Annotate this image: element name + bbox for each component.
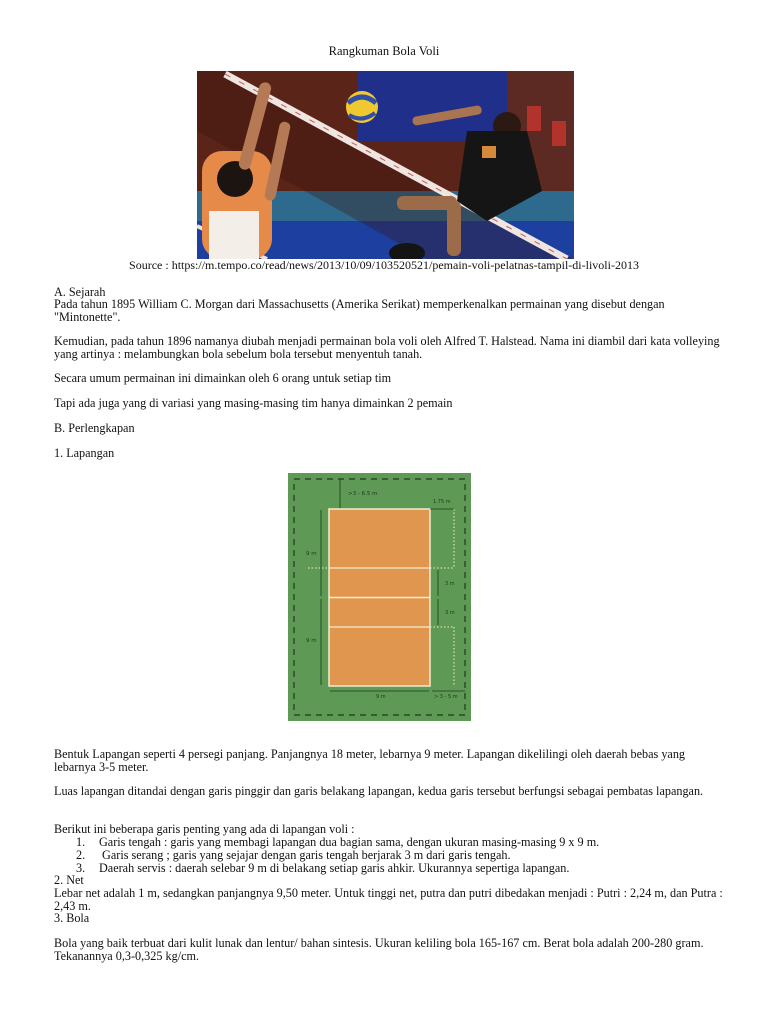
list-item: 2. Garis serang ; garis yang sejajar dengan garis tengah berjarak 3 m dari garis tengah. (76, 847, 511, 862)
paragraph-net: Lebar net adalah 1 m, sedangkan panjangnya 9,50 meter. Untuk tinggi net, putra dan putri dibedakan menjadi : Putri : 2,24 m, dan Putra : 2,43 m. (54, 886, 723, 913)
label-left-bottom-9m: 9 m (306, 638, 317, 644)
paragraph-sejarah-1: Pada tahun 1895 William C. Morgan dari Massachusetts (Amerika Serikat) memperkenalkan permainan yang disebut dengan "Mintonette". (54, 297, 665, 324)
label-side-175: 1.75 m (433, 499, 451, 505)
subheading-lapangan: 1. Lapangan (54, 446, 115, 460)
list-item: 3. Daerah servis : daerah selebar 9 m di belakang setiap garis ahkir. Ukurannya sepertiga lapangan. (76, 860, 570, 875)
label-top-free-zone: >3 - 6.5 m (348, 491, 378, 497)
list-item: 1. Garis tengah : garis yang membagi lapangan dua bagian sama, dengan ukuran masing-masing 9 x 9 m. (76, 835, 600, 849)
paragraph-lapangan-1: Bentuk Lapangan seperti 4 persegi panjang. Panjangnya 18 meter, lebarnya 9 meter. Lapangan dikelilingi oleh daerah bebas yang lebarnya 3-5 meter. (54, 747, 686, 774)
label-right-3m-top: 3 m (445, 581, 455, 587)
list-intro: Berikut ini beberapa garis penting yang ada di lapangan voli : (54, 822, 355, 836)
section-heading-perlengkapan: B. Perlengkapan (54, 421, 135, 435)
label-bottom-right-free: > 3 - 5 m (434, 694, 458, 700)
paragraph-bola: Bola yang baik terbuat dari kulit lunak dan lentur/ bahan sintesis. Ukuran keliling bola 165-167 cm. Berat bola adalah 200-280 gram. Tekanannya 0,3-0,325 kg/cm. (54, 936, 704, 963)
paragraph-sejarah-4: Tapi ada juga yang di variasi yang masing-masing tim hanya dimainkan 2 pemain (54, 396, 453, 410)
image-source-caption: Source : https://m.tempo.co/read/news/2013/10/09/103520521/pemain-voli-pelatnas-tampil-di-livoli-2013 (129, 258, 639, 272)
subheading-bola: 3. Bola (54, 911, 90, 925)
document-title: Rangkuman Bola Voli (328, 44, 440, 58)
volleyball-photo (197, 71, 574, 259)
volleyball-court-diagram (288, 473, 471, 721)
label-left-top-9m: 9 m (306, 551, 317, 557)
subheading-net: 2. Net (54, 873, 84, 887)
label-right-3m-bottom: 3 m (445, 610, 455, 616)
label-bottom-9m: 9 m (376, 694, 386, 700)
paragraph-sejarah-3: Secara umum permainan ini dimainkan oleh 6 orang untuk setiap tim (54, 371, 392, 385)
section-heading-sejarah: A. Sejarah (54, 285, 106, 299)
paragraph-sejarah-2: Kemudian, pada tahun 1896 namanya diubah menjadi permainan bola voli oleh Alfred T. Halstead. Nama ini diambil dari kata volleying yang artinya : melambungkan bola sebelum bola tersebut menyentuh tanah. (54, 334, 720, 361)
garis-list (54, 836, 724, 874)
paragraph-lapangan-2: Luas lapangan ditandai dengan garis pinggir dan garis belakang lapangan, kedua garis tersebut berfungsi sebagai pembatas lapangan. (54, 784, 704, 798)
